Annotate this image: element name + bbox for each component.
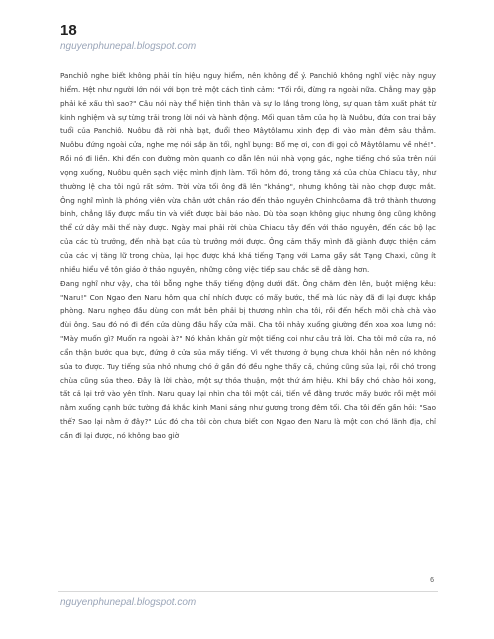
header-blog-url: nguyenphunepal.blogspot.com bbox=[60, 41, 197, 52]
footer-divider bbox=[58, 591, 438, 592]
paragraph-2: Đang nghĩ như vậy, cha tôi bỗng nghe thấy tiếng động dưới đất. Ông chăm đèn lên, buột miệng kêu: "Naru!" Con Ngao đen Naru hôm qua chỉ nhích được có mấy bước, thế mà lúc này đã đi lại được khắp phòng. Naru nghẹo đầu dùng con mắt bên phải bị thương nhìn cha tôi, rồi đến hếch mõi chà chà vào đùi ông. Sau đó nó đi đến cửa dùng đầu hẩy cửa mãi. Cha tôi nhảy xuống giường đến xoa xoa lưng nó: "Mày muốn gì? Muốn ra ngoài à?" Nó khản khản gừ một tiếng coi như câu trả lời. Cha tôi mở cửa ra, nó cẩn thận bước qua bực, đứng ở cửa sủa mấy tiếng. Vì vết thương ở bụng chưa khỏi hẳn nên nó không sủa to được. Tuy tiếng sủa nhỏ nhưng chó ở gần đó đều nghe thấy cả, chúng cũng sủa lại, rồi chó trong chùa cũng sủa theo. Đây là lời chào, một sự thỏa thuận, một thứ ám hiệu. Khi bầy chó chào hỏi xong, tất cả lại trở vào yên tĩnh. Naru quay lại nhìn cha tôi một cái, tiến về đằng trước mấy bước rồi mệt mỏi nằm xuống cạnh bức tường đá khắc kinh Mani sáng như gương trong đêm tối. Cha tôi đến gần hỏi: "Sao thế? Sao lại nằm ở đây?" Lúc đó cha tôi còn chưa biết con Ngao đen Naru là một con chó lãnh địa, chỉ cần đi lại được, nó không bao giờ bbox=[60, 278, 436, 440]
footer-blog-url: nguyenphunepal.blogspot.com bbox=[60, 597, 197, 608]
body-text bbox=[60, 69, 436, 443]
paragraph-1: Panchiô nghe biết không phải tín hiệu nguy hiểm, nên không để ý. Panchiô không nghĩ việc này nguy hiểm. Hệt như người lớn nói với bọn trẻ một cách tình cảm: "Tối rồi, đừng ra ngoài nữa. Chẳng may gặp phải kẻ xấu thì sao?" Câu nói này thể hiện tình thân và sự lo lắng trong lòng, sự quan tâm xuất phát từ kinh nghiệm và sự từng trải trong lời nói và hành động. Mối quan tâm của họ là Nuôbu, đứa con trai bảy tuổi của Panchiô. Nuôbu đã rời nhà bạt, đuổi theo Mâytôlamu xinh đẹp đi vào màn đêm sâu thẳm. Nuôbu đứng ngoài cửa, nghe mẹ nói sắp ăn tối, nghĩ bụng: Bố mẹ ơi, con đi gọi cô Mâytôlamu về nhé!". Rồi nó đi liền. Khi đến con đường mòn quanh co dẫn lên núi nhà vọng gác, nghe tiếng chó sủa trên núi vọng xuống, Nuôbu quên sạch việc mình định làm. Tối hôm đó, trong tăng xá của chùa Chiacu tây, như thường lệ cha tôi ngủ rất sớm. Trời vừa tối ông đã lên "kháng", nhưng không tài nào chợp được mắt. Ông nghĩ mình là phóng viên vừa chân ướt chân ráo đến thảo nguyên Chinhcôama đã trở thành thương binh, chẳng lấy được mẩu tin và viết được bài báo nào. Dù tòa soạn không giục nhưng ông cũng không thể cứ dây mãi thế này được. Ngày mai phải rời chùa Chiacu tây đến với thảo nguyên, đến các bộ lạc của các tù trưởng, đến nhà bạt của tù trưởng mới được. Ông cảm thấy mình đã giành được thiện cảm của các vị tăng lữ trong chùa, lại học được khá khá tiếng Tạng với Lama gầy sắt Tạng Chaxi, cũng ít nhiều hiểu về tôn giáo ở thảo nguyên, những công việc tiếp sau chắc sẽ dễ dàng hơn. bbox=[60, 71, 436, 274]
footer-page-number: 6 bbox=[430, 577, 434, 584]
page-number: 18 bbox=[60, 22, 77, 39]
